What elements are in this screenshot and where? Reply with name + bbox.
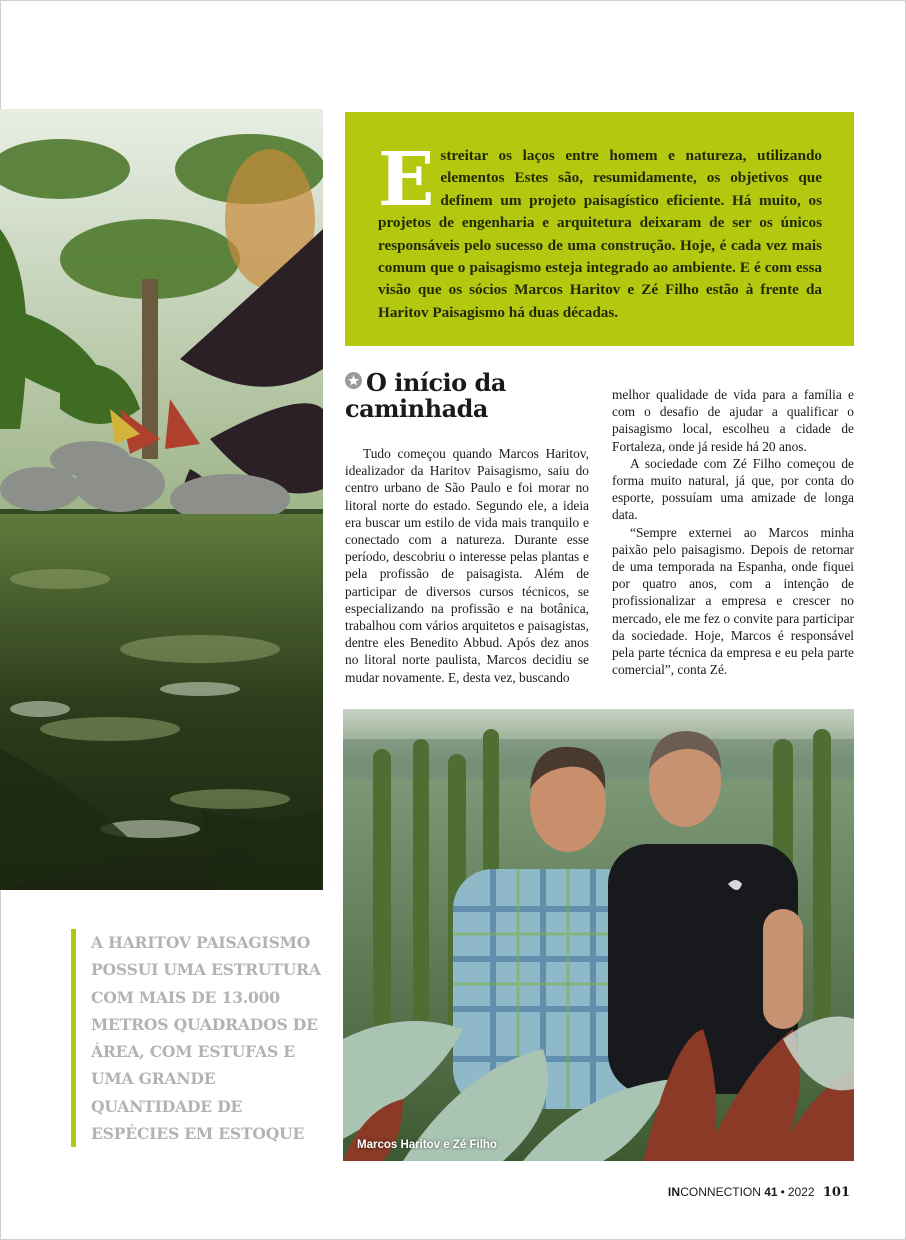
pull-quote-text: A HARITOV PAISAGISMO POSSUI UMA ESTRUTURA COM MAIS DE 13.000 METROS QUADRADOS DE ÁREA, COM ESTUFAS E UMA GRANDE QUANTIDADE DE ESPÉCIES EM ESTOQUE [91,933,321,1144]
drop-cap: E [378,137,435,223]
issue-number: 41 [764,1185,778,1199]
photo-caption: Marcos Haritov e Zé Filho [357,1139,497,1151]
heading-line-2: caminhada [345,394,488,423]
page-number: 101 [822,1185,850,1200]
intro-text: streitar os laços entre homem e natureza, utilizando elementos Estes são, resumidamente, os objetivos que definem um projeto paisagístico eficiente. Há muito, os projetos de engenharia e arquitetura deixaram de ser os únicos responsáveis pelo sucesso de uma construção. Hoje, é cada vez mais comum que o paisagismo esteja integrado ao ambiente. E é com essa visão que os sócios Marcos Haritov e Zé Filho estão à frente da Haritov Paisagismo há duas décadas. [378,147,822,321]
body-paragraph: A sociedade com Zé Filho começou de forma muito natural, já que, por conta do esporte, possuíam uma amizade de longa data. [612,455,854,523]
magazine-brand-bold: IN [667,1185,681,1199]
page-footer [668,1185,850,1200]
body-column-right [612,386,854,678]
star-badge-icon [345,372,362,389]
pull-quote [71,929,326,1147]
section-heading [345,370,595,422]
body-column-left [345,445,589,686]
footer-separator: • [780,1185,785,1199]
body-paragraph: melhor qualidade de vida para a família e com o desafio de ajudar a qualificar o paisagismo local, escolheu a cidade de Fortaleza, onde já reside há 20 anos. [612,387,854,454]
intro-box [345,112,854,346]
body-paragraph: Tudo começou quando Marcos Haritov, idealizador da Haritov Paisagismo, saiu do centro urbano de São Paulo e foi morar no litoral norte do estado. Segundo ele, a ideia era buscar um estilo de vida mais tranquilo e conectado com a natureza. Durante esse período, descobriu o interesse pelas plantas e pela profissão de paisagista. Além de participar de diversos cursos técnicos, se especializando na profissão e na botânica, trabalhou com vários arquitetos e paisagistas, dentre eles Benedito Abbud. Após dez anos no litoral norte paulista, Marcos decidiu se mudar novamente. E, desta vez, buscando [345,446,589,685]
heading-line-1: O início da [366,368,506,397]
body-paragraph: “Sempre externei ao Marcos minha paixão pelo paisagismo. Depois de retornar de uma temporada na Espanha, onde fiquei por quatro anos, com a intenção de profissionalizar a empresa e crescer no mercado, ele me fez o convite para participar da sociedade. Hoje, Marcos é responsável pela parte técnica da empresa e eu pela parte comercial”, conta Zé. [612,524,854,678]
magazine-brand-light: CONNECTION [680,1185,761,1199]
issue-year: 2022 [787,1185,815,1199]
garden-photo [0,109,323,890]
partners-photo [343,709,854,1161]
